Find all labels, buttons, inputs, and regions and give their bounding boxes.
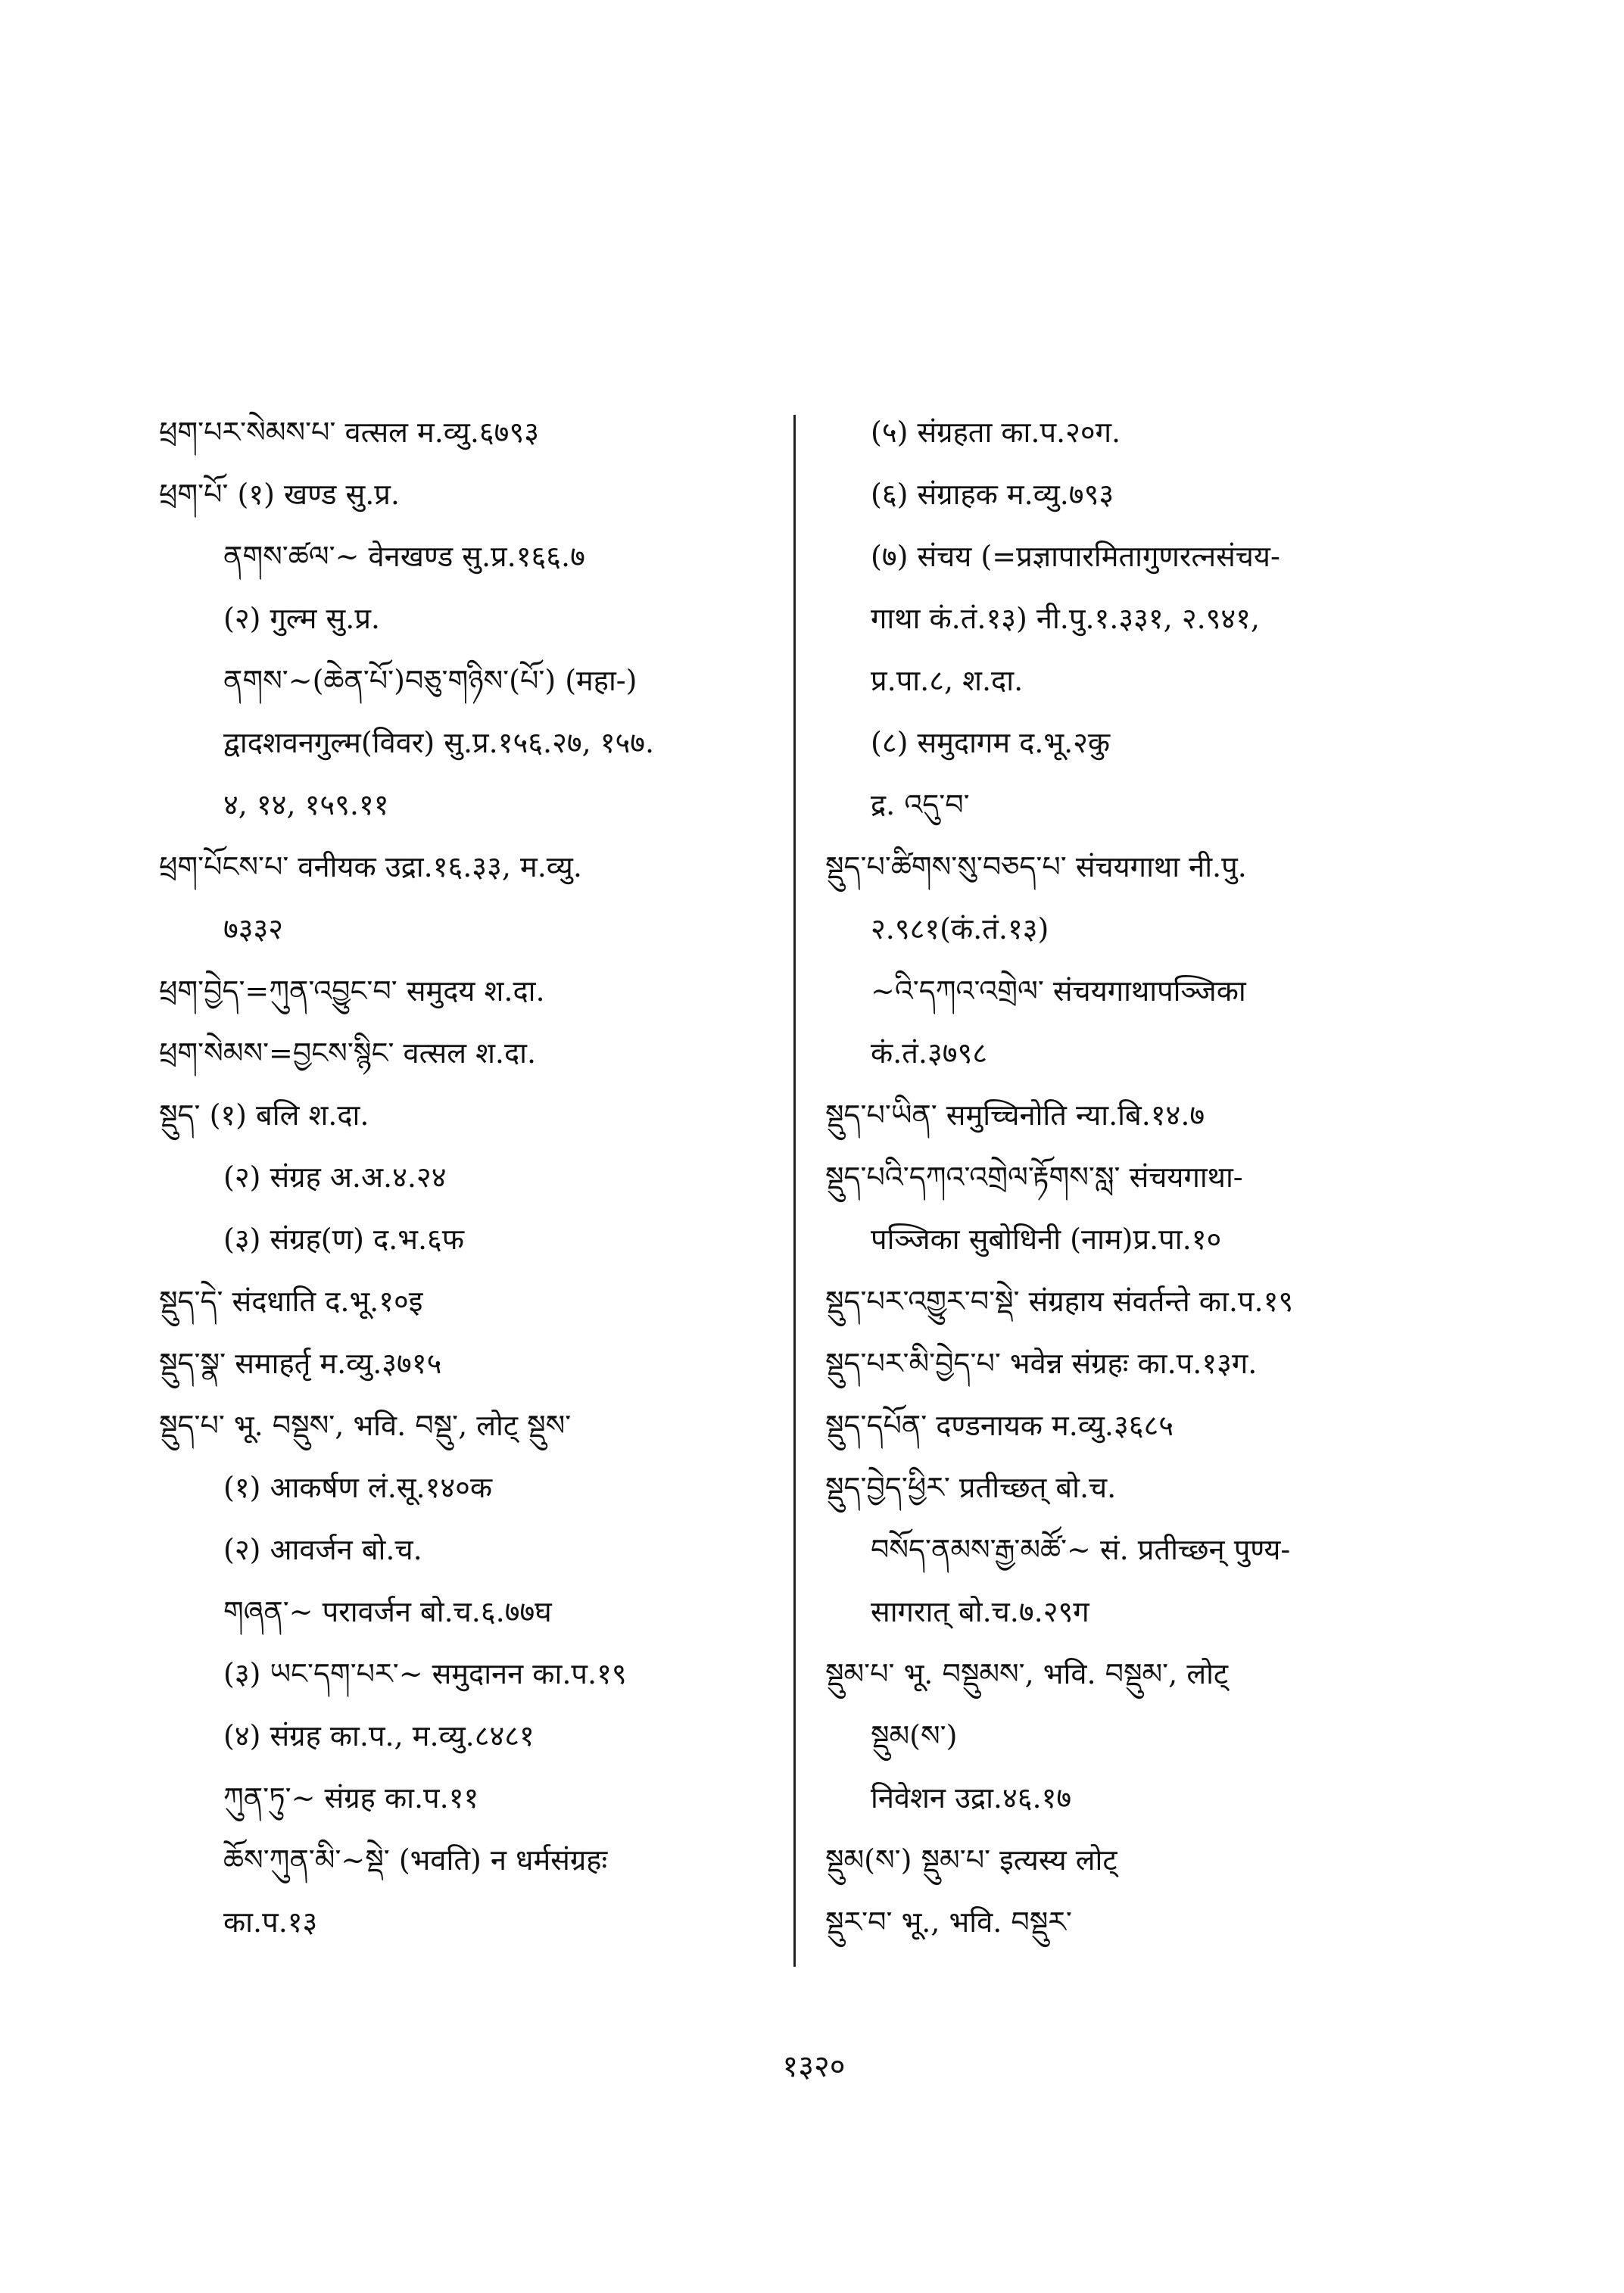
entry-line: ནགས་~(ཆེན་པོ་)བཅུ་གཉིས་(པོ་) (महा-) (223, 664, 637, 697)
entry-line: (३) संग्रह(ण) द.भ.६फ (223, 1223, 465, 1256)
entry-line: द्र. འདུ་བ་ (871, 788, 970, 821)
entry-line: (२) संग्रह अ.अ.४.२४ (223, 1161, 447, 1194)
entry-line: का.प.१३ (223, 1905, 318, 1939)
entry-line: ४, १४, १५९.११ (223, 788, 389, 821)
entry-line: सागरात् बो.च.७.२९ग (871, 1595, 1089, 1628)
entry-line: སྡུད་བྱེད་ཕྱིར་ प्रतीच्छत् बो.च. (825, 1471, 1117, 1504)
entry-line: སྡུམ(ས་) སྡུམ་པ་ इत्यस्य लोट् (825, 1843, 1117, 1877)
entry-line: སྡུད་པ་ཡིན་ समुच्चिनोति न्या.बि.१४.७ (825, 1098, 1205, 1132)
entry-line: कं.तं.३७९८ (871, 1036, 988, 1070)
entry-line: སྡུམ་པ་ भू. བསྡུམས་, भवि. བསྡུམ་, लोट् (825, 1657, 1229, 1690)
column-divider (793, 415, 796, 1967)
entry-line: पञ्जिका सुबोधिनी (नाम)प्र.पा.१० (871, 1223, 1222, 1256)
entry-line: (५) संग्रहता का.प.२०ग. (871, 416, 1121, 449)
entry-line: སྡུམ(ས་) (871, 1719, 958, 1752)
entry-line: (३) ཡང་དག་པར་~ समुदानन का.प.१९ (223, 1657, 627, 1690)
entry-line: (८) समुदागम द.भू.२कु (871, 726, 1111, 759)
entry-line: (१) आकर्षण लं.सू.१४०क (223, 1471, 493, 1504)
entry-line: ཕྲག་པར་སེམས་པ་ वत्सल म.व्यु.६७९३ (159, 416, 539, 449)
entry-line: (४) संग्रह का.प., म.व्यु.८४८१ (223, 1719, 535, 1752)
entry-line: प्र.पा.८, श.दा. (871, 664, 1024, 697)
page-number: १३२० (782, 2049, 846, 2084)
entry-line: ཀུན་ཏུ་~ संग्रह का.प.११ (223, 1781, 479, 1815)
entry-line: སྡུད་དཔོན་ दण्डनायक म.व्यु.३६८५ (825, 1409, 1174, 1442)
entry-line: སྡུད་པར་མི་བྱེད་པ་ भवेन्न संग्रहः का.प.१३ग. (825, 1347, 1258, 1380)
entry-line: ཕྲག་པོངས་པ་ वनीयक उद्रा.१६.३३, म.व्यु. (159, 850, 582, 883)
entry-line: (२) आवर्जन बो.च. (223, 1533, 422, 1566)
entry-line: गाथा कं.तं.१३) नी.पु.१.३३१, २.९४१, (871, 602, 1261, 635)
entry-line: ཆོས་ཀུན་མི་~སྡེ་ (भवति) न धर्मसंग्रहः (223, 1843, 608, 1877)
entry-line: སྡུར་བ་ भू., भवि. བསྡུར་ (825, 1905, 1072, 1939)
entry-line: द्वादशवनगुल्म(विवर) सु.प्र.१५६.२७, १५७. (223, 726, 655, 759)
entry-line: སྡུད་སྣ་ समाहर्तृ म.व्यु.३७१५ (159, 1347, 442, 1380)
entry-line: གཞན་~ परावर्जन बो.च.६.७७घ (223, 1595, 552, 1628)
entry-line: སྡུད་པའི་དཀའ་འགྲེལ་རྟོགས་སླ་ संचयगाथा- (825, 1161, 1243, 1194)
entry-line: (६) संग्राहक म.व्यु.७९३ (871, 478, 1114, 511)
entry-line: २.९८१(कं.तं.१३) (871, 912, 1049, 946)
entry-line: སྡུད་པར་འགྱུར་བ་སྡེ་ संग्रहाय संवर्तन्ते का.प.१९ (825, 1285, 1294, 1318)
entry-line: ནགས་ཚལ་~ वेनखण्ड सु.प्र.१६६.७ (223, 540, 585, 573)
entry-line: ཕྲག་སེམས་=བྱངས་སྙིང་ वत्सल श.दा. (159, 1036, 537, 1070)
entry-line: निवेशन उद्रा.४६.१७ (871, 1781, 1072, 1815)
entry-line: སྡུད་དེ་ संदधाति द.भू.१०इ (159, 1285, 423, 1318)
entry-line: ཕྲག་པོ་ (१) खण्ड सु.प्र. (159, 478, 401, 511)
entry-line: (२) गुल्म सु.प्र. (223, 602, 381, 635)
entry-line: ཕྲག་བྱེད་=ཀུན་འབྱུང་བ་ समुदय श.दा. (159, 974, 545, 1008)
entry-line: ~འི་དཀའ་འགྲེལ་ संचयगाथापञ्जिका (871, 974, 1246, 1008)
entry-line: སྡུད་པ་ भू. བསྡུས་, भवि. བསྡུ་, लोट् སྡུས་ (159, 1409, 572, 1442)
entry-line: བསོད་ནམས་རྒྱ་མཚོ་~ सं. प्रतीच्छन् पुण्य- (871, 1533, 1291, 1566)
entry-line: (७) संचय (=प्रज्ञापारमितागुणरत्नसंचय- (871, 540, 1280, 573)
entry-line: སྡུད་པ་ཚིགས་སུ་བཅད་པ་ संचयगाथा नी.पु. (825, 850, 1247, 883)
entry-line: ७३३२ (223, 912, 284, 946)
entry-line: སྡུད་ (१) बलि श.दा. (159, 1098, 369, 1132)
